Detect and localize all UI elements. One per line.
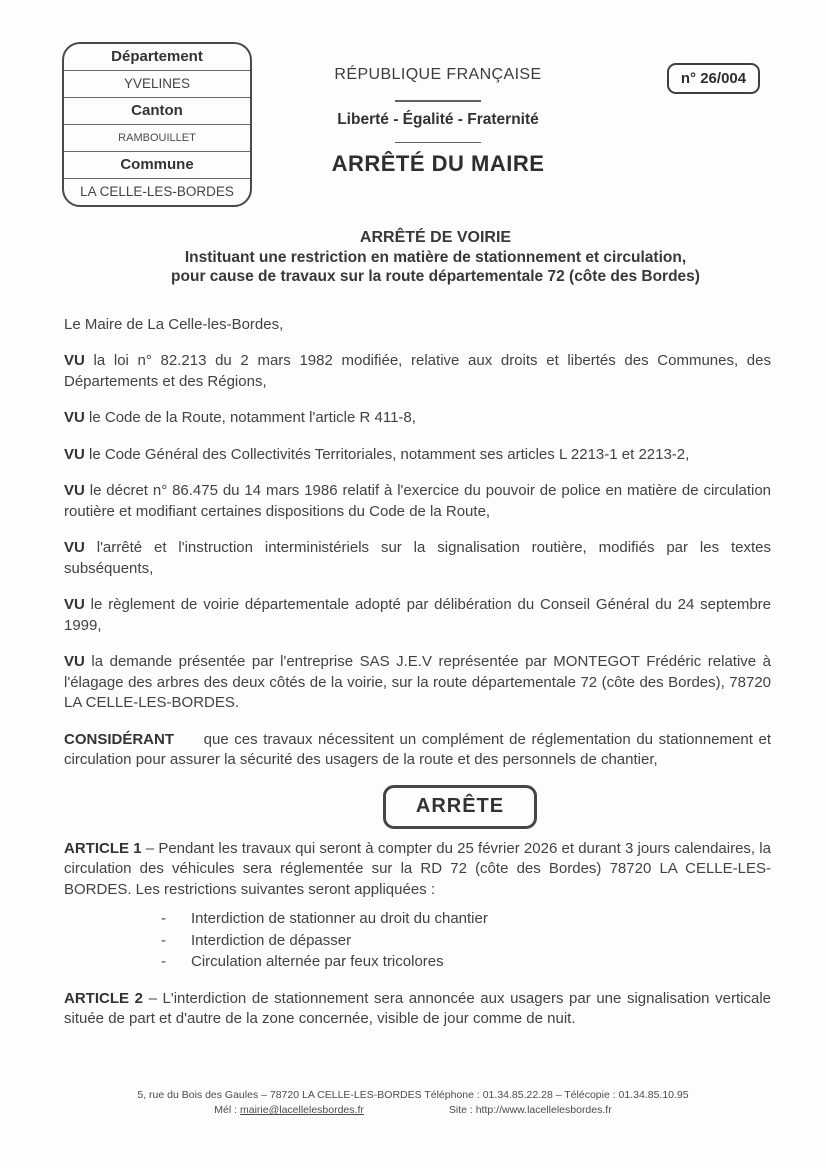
paragraph-text: la demande présentée par l'entreprise SAS J.E.V représentée par MONTEGOT Frédéric relative à l'élagage des arbres des deux côtés de la voirie, sur la route départementale 72 (côte des Bordes), 78720 LA CELLE-LES-BORDES. xyxy=(64,653,772,711)
document-body xyxy=(64,228,771,1030)
department-label: Département xyxy=(111,48,203,65)
republic-title: RÉPUBLIQUE FRANÇAISE xyxy=(334,66,542,83)
article-text: – L'interdiction de stationnement sera annoncée aux usagers par une signalisation verticale située de part et d'autre de la zone concernée, visible de jour comme de nuit. xyxy=(64,989,771,1027)
site-label: Site : xyxy=(448,1104,473,1116)
paragraph-lead: VU xyxy=(64,445,85,463)
paragraph-text: que ces travaux nécessitent un complément de réglementation du stationnement et circulation pour assurer la sécurité des usagers de la route et des personnels de chantier, xyxy=(64,730,771,768)
footer-site xyxy=(449,1103,612,1118)
paragraph-vu-4 xyxy=(64,481,771,522)
site-url: http://www.lacellelesbordes.fr xyxy=(475,1104,612,1116)
document-type-title: ARRÊTÉ DU MAIRE xyxy=(331,151,545,176)
email-label: Mél : xyxy=(214,1104,238,1116)
list-item xyxy=(161,930,771,952)
list-item xyxy=(161,908,771,930)
list-item-text: Circulation alternée par feux tricolores xyxy=(191,953,444,970)
paragraph-lead: VU xyxy=(64,482,85,499)
paragraph-text: le Code Général des Collectivités Territoriales, notamment ses articles L 2213-1 et 2213-2, xyxy=(89,445,690,463)
canton-value: RAMBOUILLET xyxy=(64,124,250,151)
arrete-stamp-box: ARRÊTE xyxy=(383,785,537,829)
paragraph-text: le décret n° 86.475 du 14 mars 1986 relatif à l'exercice du pouvoir de police en matière de circulation routière et modifiant certaines dispositions du Code de la Route, xyxy=(64,482,771,520)
paragraph-text: la loi n° 82.213 du 2 mars 1982 modifiée, relative aux droits et libertés des Communes, des Départements et des Régions, xyxy=(64,352,771,390)
article-1 xyxy=(64,839,771,901)
email-link[interactable]: mairie@lacellelesbordes.fr xyxy=(239,1104,364,1116)
paragraph-considerant xyxy=(64,730,771,771)
paragraph-vu-2 xyxy=(64,408,771,429)
decree-title xyxy=(64,228,771,287)
department-box xyxy=(62,42,252,207)
decree-title-line2: Instituant une restriction en matière de stationnement et circulation, xyxy=(184,248,687,266)
paragraph-lead: VU xyxy=(64,539,85,556)
paragraph-lead: CONSIDÉRANT xyxy=(64,730,175,748)
paragraph-lead: VU xyxy=(64,409,85,426)
decree-title-line1: ARRÊTÉ DE VOIRIE xyxy=(359,229,512,246)
paragraph-vu-3 xyxy=(64,445,771,466)
paragraph-vu-5 xyxy=(64,538,771,579)
canton-label: Canton xyxy=(64,97,250,124)
paragraph-lead: VU xyxy=(64,653,85,670)
article-lead: ARTICLE 2 xyxy=(64,989,143,1007)
paragraph-lead: VU xyxy=(64,352,85,369)
paragraph-text: l'arrêté et l'instruction interministériels sur la signalisation routière, modifiés par les textes subséquents, xyxy=(64,539,771,577)
article-text: – Pendant les travaux qui seront à compter du 25 février 2026 et durant 3 jours calendaires, la circulation des véhicules sera réglementée sur la RD 72 (côte des Bordes) 78720 LA CELLE-LES-BORDES. Les restrictions suivantes seront appliquées : xyxy=(64,839,771,898)
list-item-text: Interdiction de stationner au droit du chantier xyxy=(191,910,488,927)
paragraph-text: le Code de la Route, notamment l'article R 411-8, xyxy=(89,409,416,426)
divider-rule xyxy=(395,142,481,144)
paragraph-vu-6 xyxy=(64,595,771,636)
divider-rule xyxy=(395,100,481,102)
footer-email xyxy=(214,1103,364,1118)
dash-bullet: - xyxy=(161,910,166,927)
list-item-text: Interdiction de dépasser xyxy=(191,931,352,949)
commune-value: LA CELLE-LES-BORDES xyxy=(64,178,250,205)
restriction-list xyxy=(64,908,771,973)
dash-bullet: - xyxy=(161,931,166,949)
paragraph-vu-1 xyxy=(64,351,771,392)
article-2 xyxy=(64,989,771,1030)
list-item xyxy=(161,951,771,973)
department-value: YVELINES xyxy=(64,70,250,97)
decree-number-badge: n° 26/004 xyxy=(667,63,760,94)
intro-line: Le Maire de La Celle-les-Bordes, xyxy=(64,315,284,333)
paragraph-text: le règlement de voirie départementale adopté par délibération du Conseil Général du 24 septembre 1999, xyxy=(64,596,771,634)
republic-header xyxy=(255,66,621,176)
article-lead: ARTICLE 1 xyxy=(64,839,142,857)
paragraph-vu-7 xyxy=(64,652,771,714)
footer-address-line: 5, rue du Bois des Gaules – 78720 LA CELLE-LES-BORDES Téléphone : 01.34.85.22.28 – Télécopie : 01.34.85.10.95 xyxy=(137,1089,689,1101)
republic-motto: Liberté - Égalité - Fraternité xyxy=(337,110,539,128)
decree-title-line3: pour cause de travaux sur la route départementale 72 (côte des Bordes) xyxy=(171,268,700,285)
paragraph-lead: VU xyxy=(64,596,85,613)
page-footer xyxy=(0,1088,826,1118)
commune-label: Commune xyxy=(64,151,250,178)
dash-bullet: - xyxy=(161,953,166,970)
